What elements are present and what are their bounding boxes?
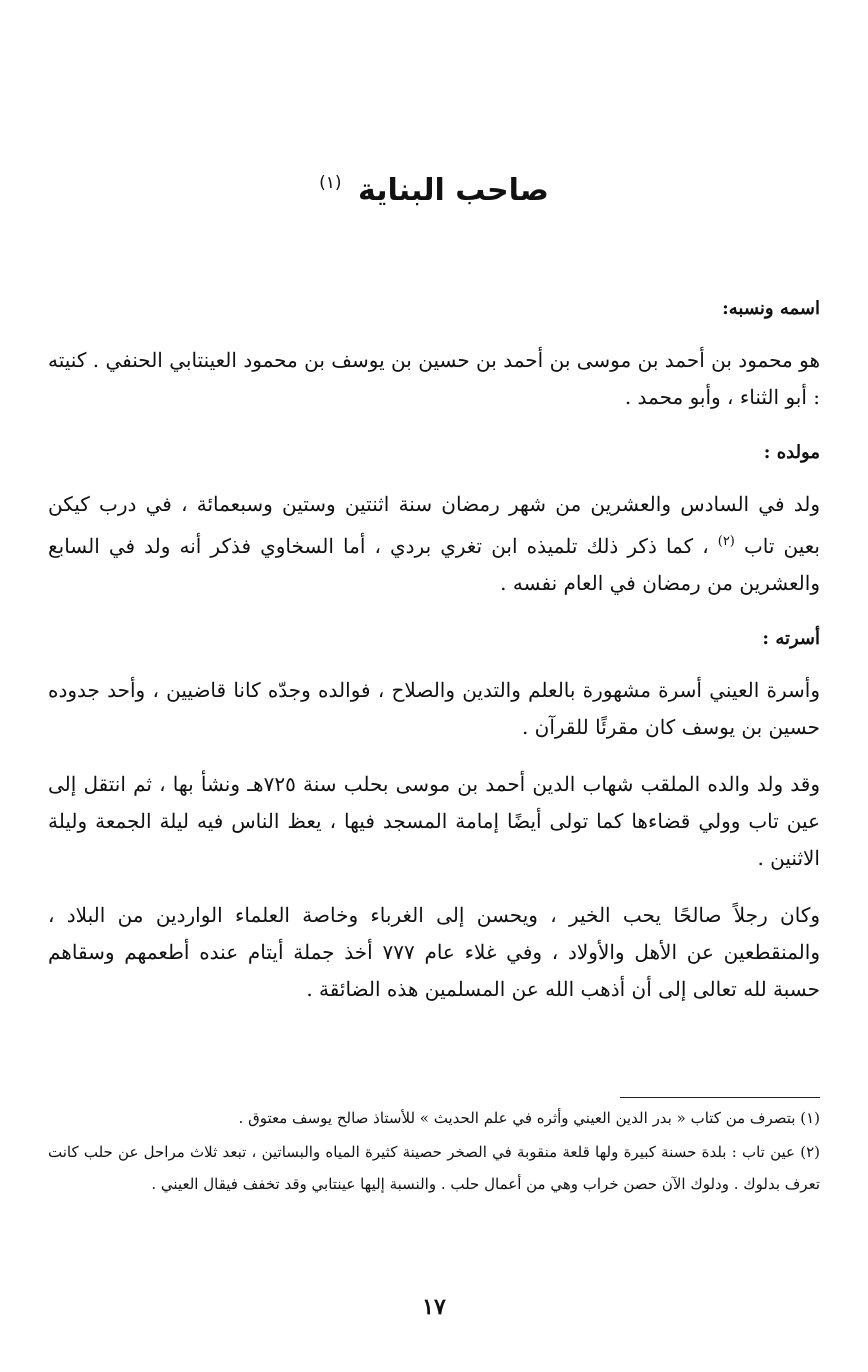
paragraph-birth-part-2: ، كما ذكر ذلك تلميذه ابن تغري بردي ، أما السخاوي فذكر أنه ولد في السابع والعشرين من رمضان في العام نفسه .	[48, 534, 820, 595]
paragraph-family-2: وقد ولد والده الملقب شهاب الدين أحمد بن موسى بحلب سنة ٧٢٥هـ ونشأ بها ، ثم انتقل إلى عين تاب وولي قضاءها كما تولى أيضًا إمامة المسجد فيها ، يعظ الناس فيه ليلة الجمعة وليلة الاثنين .	[48, 772, 820, 870]
chapter-title-text: صاحب البناية	[358, 173, 549, 208]
section-heading-family: أسرته :	[762, 628, 820, 649]
paragraph-birth-part-1: ولد في السادس والعشرين من شهر رمضان سنة اثنتين وستين وسبعمائة ، في درب كيكن بعين تاب	[48, 492, 820, 558]
paragraph-family-1: وأسرة العيني أسرة مشهورة بالعلم والتدين والصلاح ، فوالده وجدّه كانا قاضيين ، وأحد جدوده حسين بن يوسف كان مقرئًا للقرآن .	[48, 678, 820, 739]
footnote-separator	[620, 1097, 820, 1098]
birth-footnote-marker: (٢)	[717, 534, 735, 549]
footnotes	[48, 1102, 820, 1202]
footnote-2: (٢) عين تاب : بلدة حسنة كبيرة ولها قلعة منقوبة في الصخر حصينة كثيرة المياه والبساتين ، تبعد ثلاث مراحل عن حلب كانت تعرف بدلوك . ودلوك الآن حصن خراب وهي من أعمال حلب . والنسبة إليها عينتابي وقد تخفف فيقال العيني .	[48, 1143, 820, 1193]
title-footnote-marker: (١)	[319, 173, 342, 193]
section-heading-name-lineage: اسمه ونسبه:	[722, 298, 820, 319]
paragraph-birth	[48, 486, 820, 602]
footnote-1: (١) بتصرف من كتاب « بدر الدين العيني وأثره في علم الحديث » للأستاذ صالح يوسف معتوق .	[238, 1109, 820, 1127]
chapter-title	[80, 158, 788, 216]
main-text	[48, 292, 820, 1028]
paragraph-name-lineage: هو محمود بن أحمد بن موسى بن أحمد بن حسين بن يوسف بن محمود العينتابي الحنفي . كنيته : أبو الثناء ، وأبو محمد .	[48, 348, 820, 409]
section-heading-birth: مولده :	[763, 442, 820, 463]
paragraph-family-3: وكان رجلاً صالحًا يحب الخير ، ويحسن إلى الغرباء وخاصة العلماء الواردين من البلاد ، والمنقطعين عن الأهل والأولاد ، وفي غلاء عام ٧٧٧ أخذ جملة أيتام عنده أطعمهم وسقاهم حسبة لله تعالى إلى أن أذهب الله عن المسلمين هذه الضائقة .	[48, 903, 821, 1001]
page-number: ١٧	[422, 1294, 446, 1320]
